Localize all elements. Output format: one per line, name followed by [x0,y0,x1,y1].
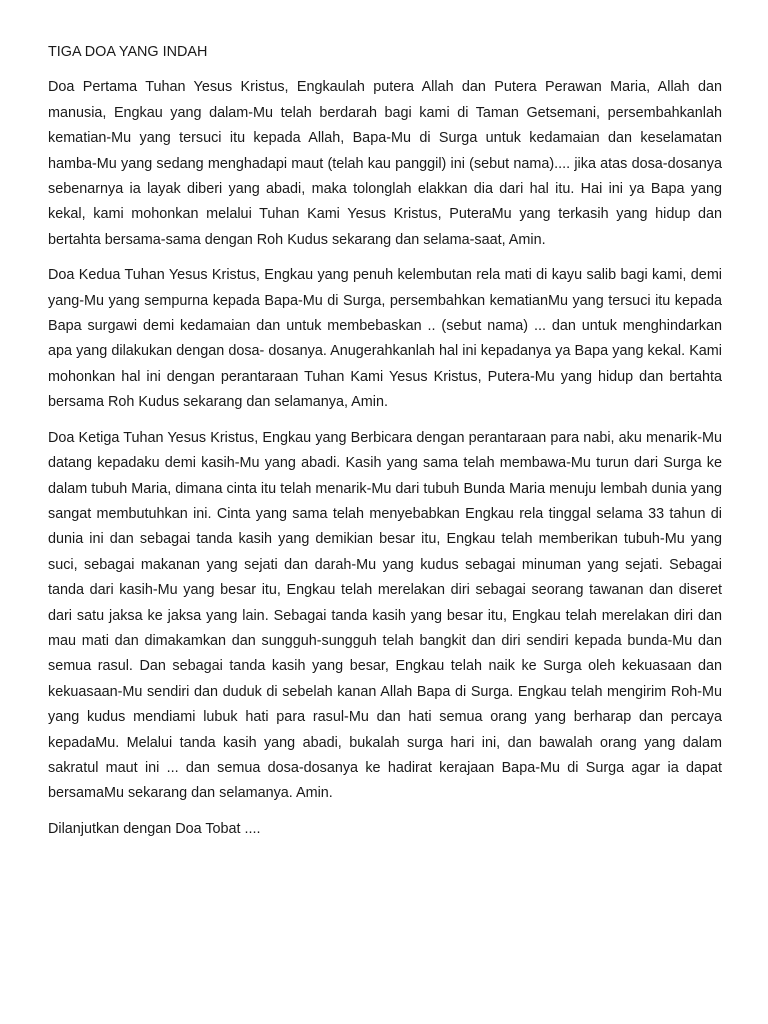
prayer-third-paragraph: Doa Ketiga Tuhan Yesus Kristus, Engkau yang Berbicara dengan perantaraan para nabi, aku menarik-Mu datang kepadaku demi kasih-Mu yang abadi. Kasih yang sama telah membawa-Mu turun dari Surga ke dalam tubuh Maria, dimana cinta itu telah menarik-Mu dari tubuh Bunda Maria menuju lembah dunia yang sangat membutuhkan ini. Cinta yang sama telah menyebabkan Engkau rela tinggal selama 33 tahun di dunia ini dan sebagai tanda kasih yang demikian besar itu, Engkau telah memberikan tubuh-Mu yang suci, sebagai makanan yang sejati dan darah-Mu yang kudus sebagai minuman yang sejati. Sebagai tanda dari kasih-Mu yang besar itu, Engkau telah merelakan diri sebagai seorang tawanan dan diseret dari satu jaksa ke jaksa yang lain. Sebagai tanda kasih yang besar itu, Engkau telah merelakan diri dan mau mati dan dimakamkan dan sungguh-sungguh telah bangkit dan diri sendiri kepada bunda-Mu dan semua rasul. Dan sebagai tanda kasih yang besar, Engkau telah naik ke Surga oleh kekuasaan dan kekuasaan-Mu sendiri dan duduk di sebelah kanan Allah Bapa di Surga. Engkau telah mengirim Roh-Mu yang kudus mendiami lubuk hati para rasul-Mu dan hati semua orang yang berharap dan percaya kepadaMu. Melalui tanda kasih yang abadi, bukalah surga hari ini, dan bawalah orang yang dalam sakratul maut ini ... dan semua dosa-dosanya ke hadirat kerajaan Bapa-Mu di Surga agar ia dapat bersamaMu sekarang dan selamanya. Amin. [48,429,722,802]
document-page [48,40,722,852]
prayer-second-paragraph: Doa Kedua Tuhan Yesus Kristus, Engkau yang penuh kelembutan rela mati di kayu salib bagi kami, demi yang-Mu yang sempurna kepada Bapa-Mu di Surga, persembahkan kematianMu yang tersuci itu kepada Bapa surgawi demi kedamaian dan untuk membebaskan .. (sebut nama) ... dan untuk menghindarkan apa yang dilakukan dengan dosa- dosanya. Anugerahkanlah hal ini kepadanya ya Bapa yang kekal. Kami mohonkan hal ini dengan perantaraan Tuhan Kami Yesus Kristus, Putera-Mu yang hidup dan bertahta bersama Roh Kudus sekarang dan selamanya, Amin. [48,267,722,411]
prayer-first-paragraph: Doa Pertama Tuhan Yesus Kristus, Engkaulah putera Allah dan Putera Perawan Maria, Allah dan manusia, Engkau yang dalam-Mu telah berdarah bagi kami di Taman Getsemani, persembahkanlah kematian-Mu yang tersuci itu kepada Allah, Bapa-Mu di Surga untuk kedamaian dan keselamatan hamba-Mu yang sedang menghadapi maut (telah kau panggil) ini (sebut nama).... jika atas dosa-dosanya sebenarnya ia layak diberi yang abadi, maka tolonglah elakkan dia dari hal itu. Hai ini ya Bapa yang kekal, kami mohonkan melalui Tuhan Kami Yesus Kristus, PuteraMu yang terkasih yang hidup dan bertahta bersama-sama dengan Roh Kudus sekarang dan selama-saat, Amin. [48,79,722,248]
closing-note: Dilanjutkan dengan Doa Tobat .... [48,820,261,837]
document-title: TIGA DOA YANG INDAH [48,44,208,60]
